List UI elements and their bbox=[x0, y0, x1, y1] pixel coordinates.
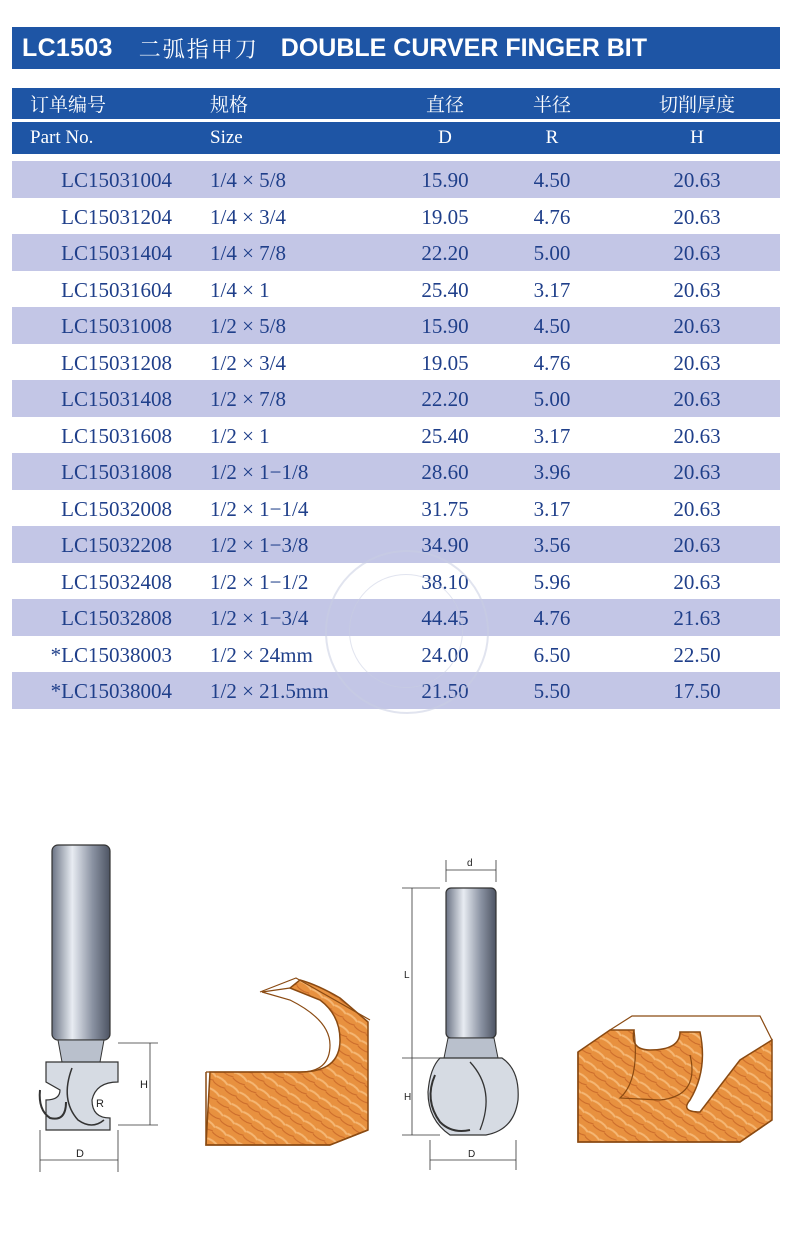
cell-height: 20.63 bbox=[673, 168, 721, 192]
cell-height: 20.63 bbox=[673, 314, 721, 338]
cell-diameter: 22.20 bbox=[421, 387, 469, 411]
cell-radius: 6.50 bbox=[533, 642, 571, 667]
cell-radius: 3.17 bbox=[533, 277, 571, 302]
cell-diameter: 34.90 bbox=[421, 533, 469, 557]
cell-diameter: 21.50 bbox=[421, 679, 469, 703]
cell-diameter: 22.20 bbox=[421, 241, 469, 265]
cell-size: 1/2 × 1−3/8 bbox=[210, 533, 309, 557]
product-name-en: DOUBLE CURVER FINGER BIT bbox=[280, 33, 647, 62]
cell-size: 1/2 × 21.5mm bbox=[210, 679, 329, 703]
cell-height: 20.63 bbox=[673, 204, 721, 229]
cell-part-no: LC15031204 bbox=[61, 204, 172, 229]
cell-radius: 4.50 bbox=[533, 168, 571, 192]
cell-part-no: LC15031608 bbox=[61, 423, 172, 448]
table-row bbox=[12, 417, 780, 454]
table-header-cn bbox=[12, 88, 780, 119]
watermark-inner-ring bbox=[349, 574, 463, 688]
table-row bbox=[12, 344, 780, 381]
cell-height: 17.50 bbox=[673, 679, 721, 703]
cell-radius: 5.00 bbox=[533, 241, 571, 265]
cell-height: 20.63 bbox=[673, 350, 721, 375]
cell-diameter: 38.10 bbox=[421, 569, 469, 594]
table-row bbox=[12, 307, 780, 344]
cell-part-no: *LC15038003 bbox=[50, 642, 172, 667]
header-part-cn: 订单编号 bbox=[30, 94, 107, 116]
left-r-label: R bbox=[96, 1098, 104, 1110]
table-header-en bbox=[12, 122, 780, 154]
cell-height: 21.63 bbox=[673, 606, 721, 630]
left-bit-drawing bbox=[40, 845, 158, 1172]
table-row bbox=[12, 234, 780, 271]
watermark-seal bbox=[325, 550, 489, 714]
right-l-label: L bbox=[404, 970, 410, 981]
cell-radius: 3.17 bbox=[533, 423, 571, 448]
cell-size: 1/2 × 5/8 bbox=[210, 314, 287, 338]
right-bit-drawing bbox=[402, 858, 518, 1170]
cell-part-no: LC15031008 bbox=[61, 314, 172, 338]
title-bar bbox=[12, 27, 780, 69]
cell-size: 1/2 × 1−1/2 bbox=[210, 569, 309, 594]
cell-height: 20.63 bbox=[673, 496, 721, 521]
header-h-cn: 切削厚度 bbox=[658, 94, 735, 116]
header-size-en: Size bbox=[210, 127, 243, 148]
table-row bbox=[12, 453, 780, 490]
left-h-label: H bbox=[140, 1079, 148, 1091]
cell-height: 22.50 bbox=[673, 642, 721, 667]
cell-diameter: 15.90 bbox=[421, 168, 469, 192]
header-d-cn: 直径 bbox=[425, 94, 464, 116]
cell-height: 20.63 bbox=[673, 533, 721, 557]
cell-part-no: LC15032208 bbox=[61, 533, 172, 557]
cell-diameter: 25.40 bbox=[421, 277, 469, 302]
right-h-label: H bbox=[404, 1092, 412, 1103]
cell-radius: 4.76 bbox=[533, 204, 571, 229]
cell-part-no: LC15031808 bbox=[61, 460, 172, 484]
cell-part-no: LC15032808 bbox=[61, 606, 172, 630]
cell-size: 1/2 × 1−1/4 bbox=[210, 496, 309, 521]
table-row bbox=[12, 271, 780, 308]
cell-size: 1/4 × 1 bbox=[210, 277, 270, 302]
cell-size: 1/2 × 7/8 bbox=[210, 387, 287, 411]
cell-size: 1/4 × 5/8 bbox=[210, 168, 287, 192]
right-d-small-label: d bbox=[467, 858, 473, 869]
cell-diameter: 44.45 bbox=[421, 606, 469, 630]
cell-diameter: 25.40 bbox=[421, 423, 469, 448]
header-part-en: Part No. bbox=[30, 127, 94, 148]
cell-radius: 4.76 bbox=[533, 606, 571, 630]
cell-radius: 4.76 bbox=[533, 350, 571, 375]
cell-size: 1/2 × 1−1/8 bbox=[210, 460, 309, 484]
header-h-en: H bbox=[690, 127, 704, 148]
cell-radius: 5.96 bbox=[533, 569, 571, 594]
cell-radius: 4.50 bbox=[533, 314, 571, 338]
header-r-cn: 半径 bbox=[532, 94, 571, 116]
cell-diameter: 15.90 bbox=[421, 314, 469, 338]
cell-size: 1/2 × 3/4 bbox=[210, 350, 287, 375]
table-row bbox=[12, 490, 780, 527]
right-d-label: D bbox=[468, 1149, 476, 1160]
cell-size: 1/4 × 7/8 bbox=[210, 241, 287, 265]
header-r-en: R bbox=[545, 127, 559, 148]
left-wood-profile bbox=[206, 978, 370, 1145]
left-d-label: D bbox=[76, 1148, 84, 1160]
cell-height: 20.63 bbox=[673, 277, 721, 302]
table-row bbox=[12, 161, 780, 198]
cell-part-no: LC15031604 bbox=[61, 277, 172, 302]
cell-part-no: *LC15038004 bbox=[50, 679, 172, 703]
cell-size: 1/2 × 1 bbox=[210, 423, 270, 448]
cell-part-no: LC15031208 bbox=[61, 350, 172, 375]
cell-height: 20.63 bbox=[673, 423, 721, 448]
cell-size: 1/2 × 24mm bbox=[210, 642, 313, 667]
table-row bbox=[12, 198, 780, 235]
cell-radius: 3.17 bbox=[533, 496, 571, 521]
product-code: LC1503 bbox=[22, 33, 113, 62]
technical-diagrams bbox=[0, 800, 790, 1200]
header-size-cn: 规格 bbox=[210, 94, 249, 116]
cell-radius: 3.96 bbox=[533, 460, 571, 484]
cell-radius: 5.50 bbox=[533, 679, 571, 703]
cell-part-no: LC15031408 bbox=[61, 387, 172, 411]
cell-part-no: LC15032408 bbox=[61, 569, 172, 594]
cell-size: 1/2 × 1−3/4 bbox=[210, 606, 309, 630]
header-d-en: D bbox=[438, 127, 452, 148]
right-wood-profile bbox=[578, 1016, 772, 1142]
cell-size: 1/4 × 3/4 bbox=[210, 204, 287, 229]
cell-height: 20.63 bbox=[673, 460, 721, 484]
product-name-cn: 二弧指甲刀 bbox=[138, 37, 259, 63]
cell-radius: 3.56 bbox=[533, 533, 571, 557]
cell-height: 20.63 bbox=[673, 241, 721, 265]
cell-part-no: LC15032008 bbox=[61, 496, 172, 521]
cell-diameter: 19.05 bbox=[421, 350, 469, 375]
table-row bbox=[12, 380, 780, 417]
cell-radius: 5.00 bbox=[533, 387, 571, 411]
cell-diameter: 28.60 bbox=[421, 460, 469, 484]
cell-diameter: 31.75 bbox=[421, 496, 469, 521]
cell-height: 20.63 bbox=[673, 569, 721, 594]
cell-height: 20.63 bbox=[673, 387, 721, 411]
cell-part-no: LC15031004 bbox=[61, 168, 172, 192]
cell-diameter: 19.05 bbox=[421, 204, 469, 229]
cell-diameter: 24.00 bbox=[421, 642, 469, 667]
cell-part-no: LC15031404 bbox=[61, 241, 172, 265]
